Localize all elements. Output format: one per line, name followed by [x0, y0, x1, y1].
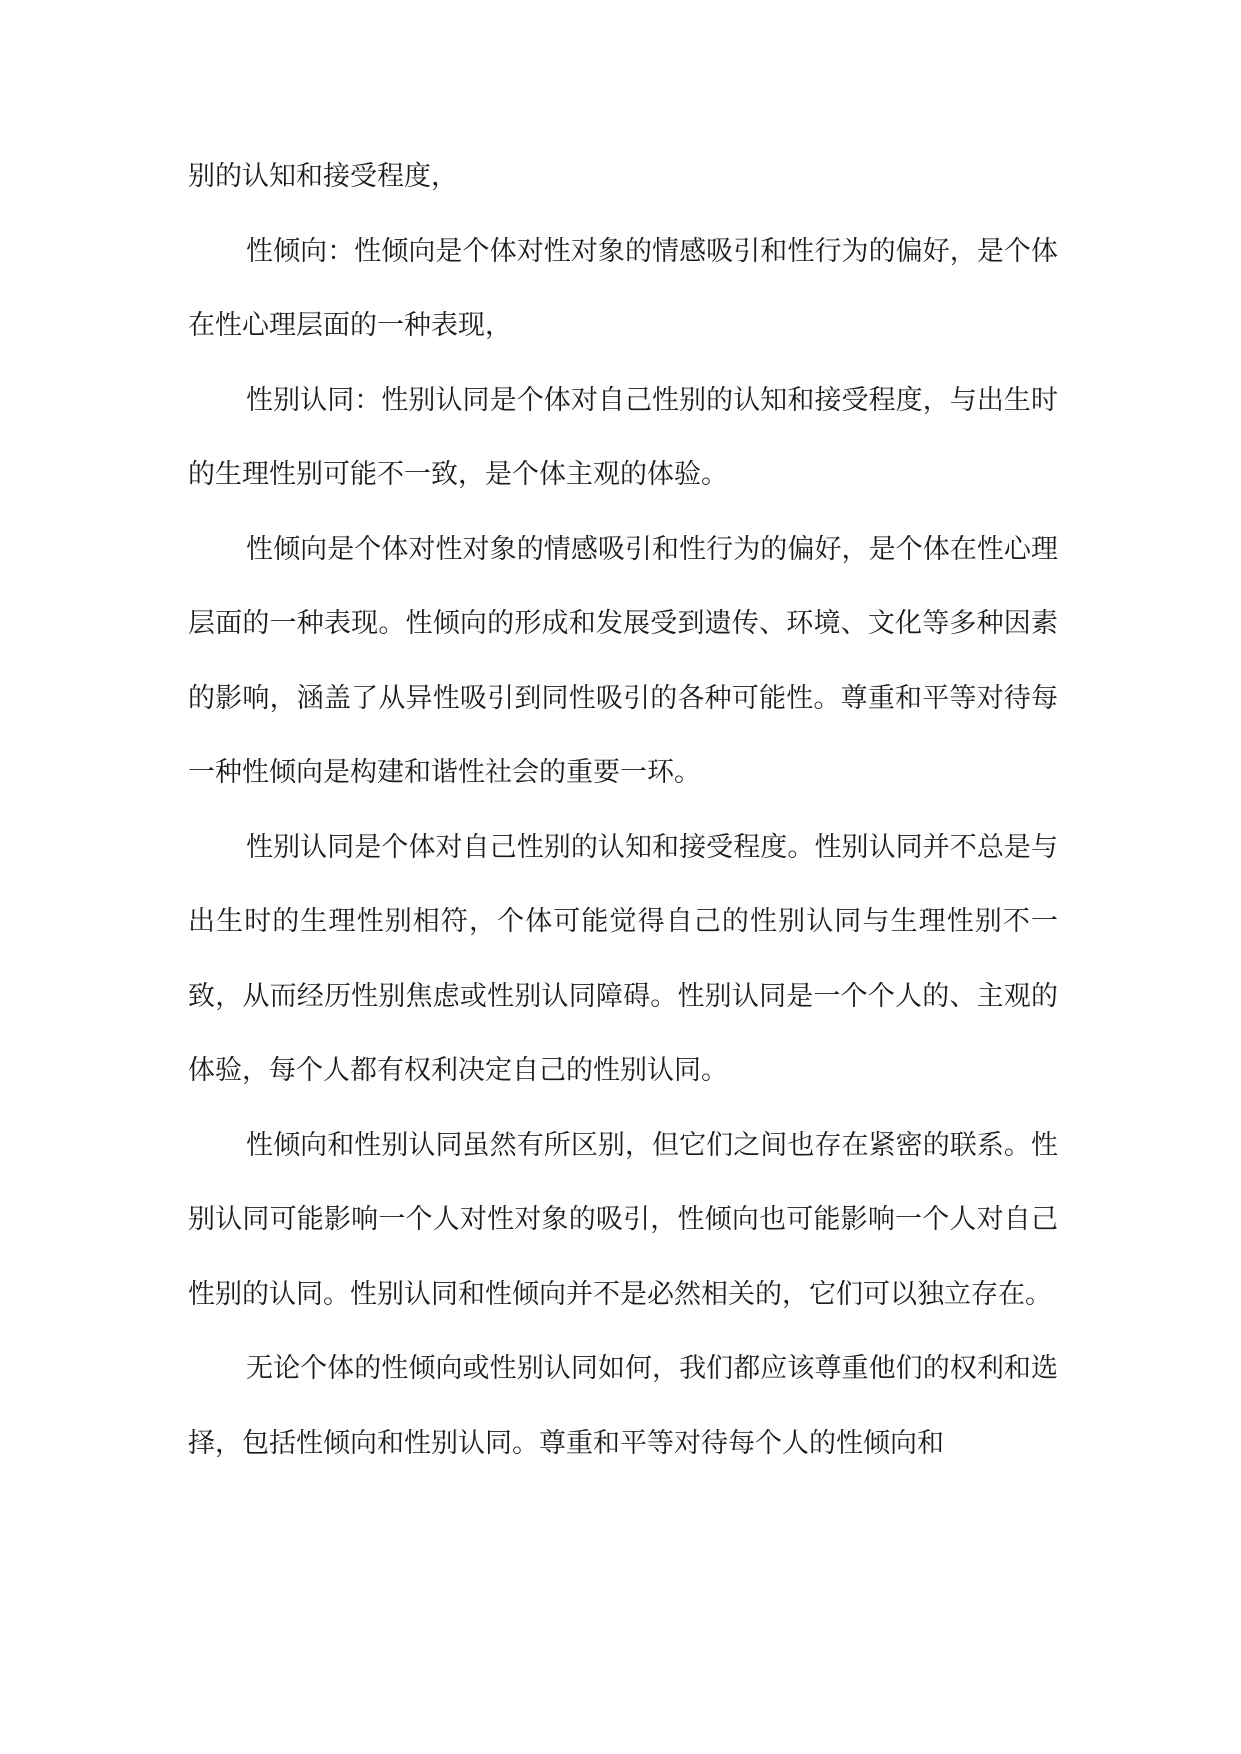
paragraph-continuation: 别的认知和接受程度， [188, 161, 458, 192]
paragraph-relationship: 性倾向和性别认同虽然有所区别，但它们之间也存在紧密的联系。性别认同可能影响一个人对性对象的吸引，性倾向也可能影响一个人对自己性别的认同。性别认同和性倾向并不是必然相关的，它们可以独立存在。 [188, 1129, 1058, 1310]
document-body [188, 140, 1058, 1481]
paragraph-gender-identity: 性别认同是个体对自己性别的认知和接受程度。性别认同并不总是与出生时的生理性别相符，个体可能觉得自己的性别认同与生理性别不一致，从而经历性别焦虑或性别认同障碍。性别认同是一个个人的、主观的体验，每个人都有权利决定自己的性别认同。 [188, 831, 1058, 1086]
paragraph-sexual-orientation: 性倾向是个体对性对象的情感吸引和性行为的偏好，是个体在性心理层面的一种表现。性倾向的形成和发展受到遗传、环境、文化等多种因素的影响，涵盖了从异性吸引到同性吸引的各种可能性。尊重和平等对待每一种性倾向是构建和谐性社会的重要一环。 [188, 533, 1058, 788]
paragraph-sexual-orientation-definition: 性倾向：性倾向是个体对性对象的情感吸引和性行为的偏好，是个体在性心理层面的一种表现， [188, 235, 1058, 341]
paragraph-gender-identity-definition: 性别认同：性别认同是个体对自己性别的认知和接受程度，与出生时的生理性别可能不一致，是个体主观的体验。 [188, 384, 1058, 490]
paragraph-respect: 无论个体的性倾向或性别认同如何，我们都应该尊重他们的权利和选择，包括性倾向和性别认同。尊重和平等对待每个人的性倾向和 [188, 1353, 1058, 1459]
